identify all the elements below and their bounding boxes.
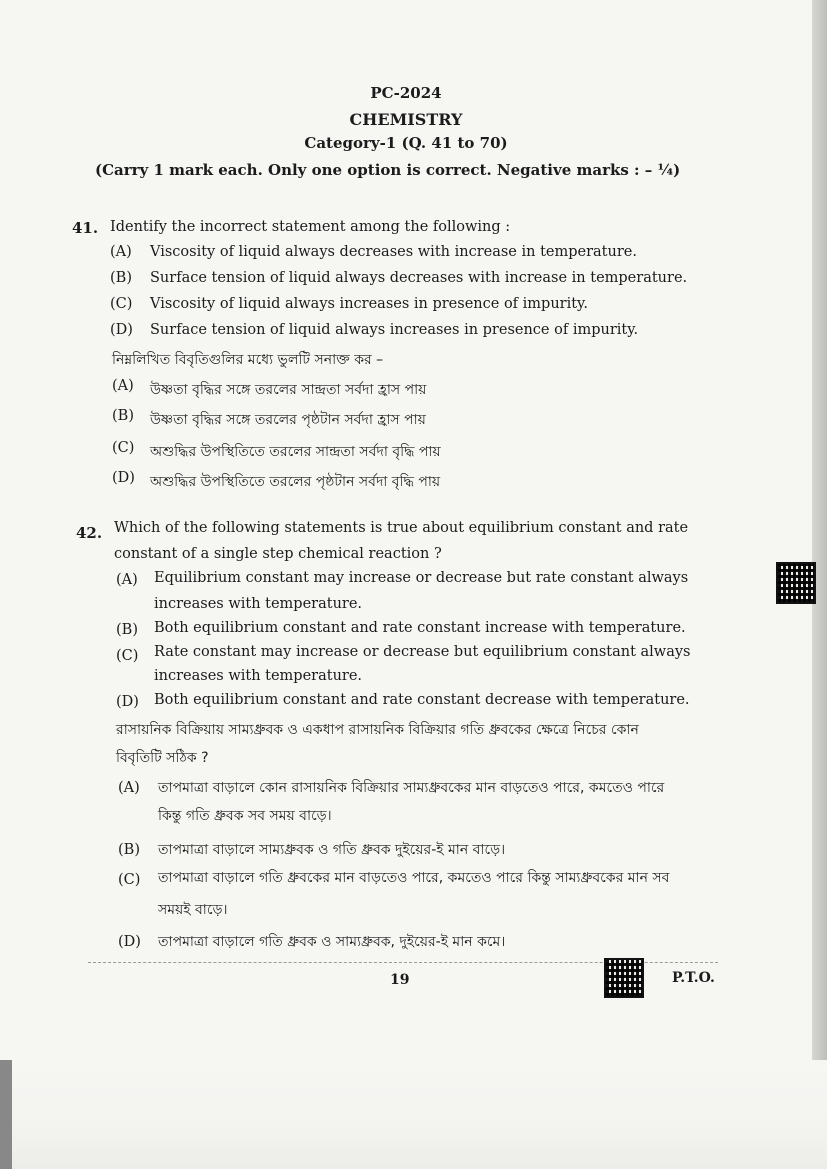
paper-code: PC-2024 [370, 84, 442, 102]
qr-code-icon [776, 562, 816, 604]
option-text: Equilibrium constant may increase or decrease but rate constant always [154, 570, 689, 586]
option-label: (B) [110, 270, 132, 286]
option-label: (A) [116, 572, 138, 588]
option-label: (C) [118, 872, 141, 888]
question-text: Identify the incorrect statement among the following : [110, 219, 511, 235]
option-label: (D) [110, 322, 133, 338]
option-text-bengali: অশুদ্ধির উপস্থিতিতে তরলের পৃষ্ঠটান সর্বদা বৃদ্ধি পায় [150, 474, 441, 490]
option-text: Surface tension of liquid always increases in presence of impurity. [150, 322, 639, 338]
option-text-bengali: তাপমাত্রা বাড়ালে সাম্যধ্রুবক ও গতি ধ্রুবক দুইয়ের-ই মান বাড়ে। [158, 842, 506, 858]
please-turn-over: P.T.O. [672, 970, 715, 986]
qr-code-icon [604, 958, 644, 998]
option-text-bengali: উষ্ণতা বৃদ্ধির সঙ্গে তরলের পৃষ্ঠটান সর্বদা হ্রাস পায় [150, 412, 426, 428]
question-text-bengali: বিবৃতিটি সঠিক ? [116, 750, 209, 766]
question-text-bengali: নিম্নলিখিত বিবৃতিগুলির মধ্যে ভুলটি সনাক্ত কর – [112, 352, 384, 368]
option-text-bengali: তাপমাত্রা বাড়ালে কোন রাসায়নিক বিক্রিয়ার সাম্যধ্রুবকের মান বাড়তেও পারে, কমতেও পারে [158, 780, 665, 796]
page-number: 19 [390, 972, 410, 988]
option-label: (C) [110, 296, 133, 312]
option-label: (A) [112, 378, 134, 394]
option-text-bengali: সময়ই বাড়ে। [158, 902, 228, 918]
option-text: Rate constant may increase or decrease but equilibrium constant always [154, 644, 691, 660]
question-text: Which of the following statements is true about equilibrium constant and rate [114, 520, 689, 536]
option-label: (C) [116, 648, 139, 664]
question-number: 41. [72, 219, 99, 237]
scan-bottom-band [0, 1060, 827, 1169]
option-text-bengali: তাপমাত্রা বাড়ালে গতি ধ্রুবকের মান বাড়তেও পারে, কমতেও পারে কিন্তু সাম্যধ্রুবকের মান সব [158, 870, 670, 886]
option-text: Viscosity of liquid always increases in presence of impurity. [150, 296, 588, 312]
scan-left-edge [0, 1060, 12, 1169]
option-text-bengali: উষ্ণতা বৃদ্ধির সঙ্গে তরলের সান্দ্রতা সর্বদা হ্রাস পায় [150, 382, 427, 398]
option-text-bengali: কিন্তু গতি ধ্রুবক সব সময় বাড়ে। [158, 808, 332, 824]
option-text: Surface tension of liquid always decreases with increase in temperature. [150, 270, 688, 286]
option-label: (B) [112, 408, 134, 424]
option-label: (D) [112, 470, 135, 486]
option-label: (C) [112, 440, 135, 456]
option-label: (B) [118, 842, 140, 858]
option-label: (D) [116, 694, 139, 710]
option-text-bengali: তাপমাত্রা বাড়ালে গতি ধ্রুবক ও সাম্যধ্রুবক, দুইয়ের-ই মান কমে। [158, 934, 506, 950]
option-label: (D) [118, 934, 141, 950]
option-text-bengali: অশুদ্ধির উপস্থিতিতে তরলের সান্দ্রতা সর্বদা বৃদ্ধি পায় [150, 444, 441, 460]
option-label: (B) [116, 622, 138, 638]
option-text: Both equilibrium constant and rate constant decrease with temperature. [154, 692, 690, 708]
option-text: increases with temperature. [154, 596, 363, 612]
option-label: (A) [118, 780, 140, 796]
question-number: 42. [76, 524, 103, 542]
category-title: Category-1 (Q. 41 to 70) [304, 134, 508, 152]
marking-instructions: (Carry 1 mark each. Only one option is correct. Negative marks : – ¼) [95, 161, 681, 179]
question-text-bengali: রাসায়নিক বিক্রিয়ায় সাম্যধ্রুবক ও একধাপ রাসায়নিক বিক্রিয়ার গতি ধ্রুবকের ক্ষেত্রে নিচের কোন [116, 722, 639, 738]
option-text: Viscosity of liquid always decreases with increase in temperature. [150, 244, 637, 260]
subject-title: CHEMISTRY [349, 110, 463, 129]
question-text: constant of a single step chemical reaction ? [114, 546, 442, 562]
option-text: increases with temperature. [154, 668, 363, 684]
option-label: (A) [110, 244, 132, 260]
option-text: Both equilibrium constant and rate constant increase with temperature. [154, 620, 686, 636]
